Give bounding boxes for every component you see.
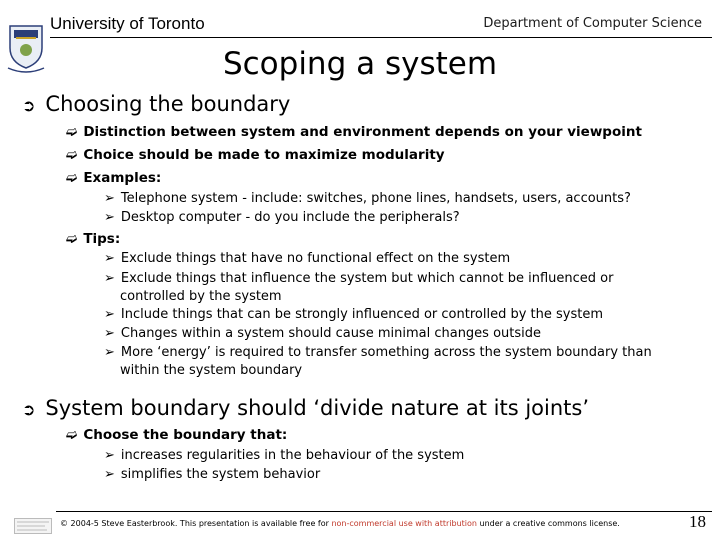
- sub-list-item-text: Include things that can be strongly influenced or controlled by the system: [120, 307, 603, 322]
- sub-list-item: [104, 307, 603, 322]
- license-link[interactable]: non-commercial use with attribution: [331, 519, 477, 528]
- sub-list-item-continuation: [120, 363, 302, 378]
- sub-list-item: [104, 251, 510, 266]
- sub-list-item-text: Changes within a system should cause minimal changes outside: [120, 326, 542, 341]
- footer-suffix: under a creative commons license.: [476, 519, 620, 528]
- sub-list-item: [104, 210, 460, 225]
- sub-list-item-continuation: [120, 289, 282, 304]
- section-heading-text: System boundary should ‘divide nature at its joints’: [45, 396, 590, 420]
- creative-commons-logo-icon: [14, 518, 52, 534]
- chevron-bullet-icon: ➢: [104, 345, 115, 360]
- chevron-bullet-icon: ➢: [104, 271, 115, 286]
- arrow-bullet-icon: ➲: [22, 400, 36, 419]
- sub-list-item-text: Exclude things that influence the system but which cannot be influenced or: [120, 271, 614, 286]
- list-item-text: Examples:: [83, 170, 162, 186]
- footer-copyright: © 2004-5 Steve Easterbrook. This presentation is available free for: [60, 519, 332, 528]
- header-rule: [50, 37, 712, 38]
- hand-arrow-bullet-icon: ➫: [66, 170, 78, 186]
- chevron-bullet-icon: ➢: [104, 191, 115, 206]
- hand-arrow-bullet-icon: ➫: [66, 147, 78, 163]
- chevron-bullet-icon: ➢: [104, 307, 115, 322]
- sub-list-item: [104, 326, 541, 341]
- sub-list-item: [104, 345, 652, 360]
- sub-list-item-text: Telephone system - include: switches, phone lines, handsets, users, accounts?: [120, 191, 631, 206]
- chevron-bullet-icon: ➢: [104, 210, 115, 225]
- sub-list-item-text: within the system boundary: [120, 363, 303, 378]
- sub-list-item: [104, 271, 613, 286]
- sub-list-item-text: Exclude things that have no functional effect on the system: [120, 251, 511, 266]
- footer-license: [60, 519, 620, 528]
- list-item: [66, 124, 642, 140]
- department-name: Department of Computer Science: [483, 16, 702, 31]
- chevron-bullet-icon: ➢: [104, 448, 115, 463]
- sub-list-item-text: Desktop computer - do you include the peripherals?: [120, 210, 460, 225]
- list-item: [66, 231, 120, 247]
- list-item-text: Tips:: [83, 231, 121, 247]
- section-heading: [22, 396, 589, 420]
- slide-title: Scoping a system: [222, 46, 498, 82]
- sub-list-item: [104, 191, 631, 206]
- hand-arrow-bullet-icon: ➫: [66, 427, 78, 443]
- list-item-text: Choose the boundary that:: [83, 427, 288, 443]
- arrow-bullet-icon: ➲: [22, 96, 36, 115]
- chevron-bullet-icon: ➢: [104, 467, 115, 482]
- sub-list-item-text: controlled by the system: [120, 289, 282, 304]
- university-name: University of Toronto: [50, 14, 205, 33]
- list-item-text: Choice should be made to maximize modularity: [83, 147, 445, 163]
- chevron-bullet-icon: ➢: [104, 326, 115, 341]
- list-item: [66, 147, 445, 163]
- sub-list-item: [104, 448, 464, 463]
- page-number: 18: [689, 512, 706, 531]
- section-heading: [22, 92, 290, 116]
- sub-list-item-text: increases regularities in the behaviour of the system: [120, 448, 465, 463]
- list-item-text: Distinction between system and environment depends on your viewpoint: [83, 124, 642, 140]
- hand-arrow-bullet-icon: ➫: [66, 231, 78, 247]
- list-item: [66, 170, 161, 186]
- chevron-bullet-icon: ➢: [104, 251, 115, 266]
- hand-arrow-bullet-icon: ➫: [66, 124, 78, 140]
- sub-list-item: [104, 467, 320, 482]
- footer-rule: [56, 511, 712, 512]
- sub-list-item-text: simplifies the system behavior: [120, 467, 321, 482]
- section-heading-text: Choosing the boundary: [45, 92, 291, 116]
- list-item: [66, 427, 287, 443]
- sub-list-item-text: More ‘energy’ is required to transfer something across the system boundary than: [120, 345, 652, 360]
